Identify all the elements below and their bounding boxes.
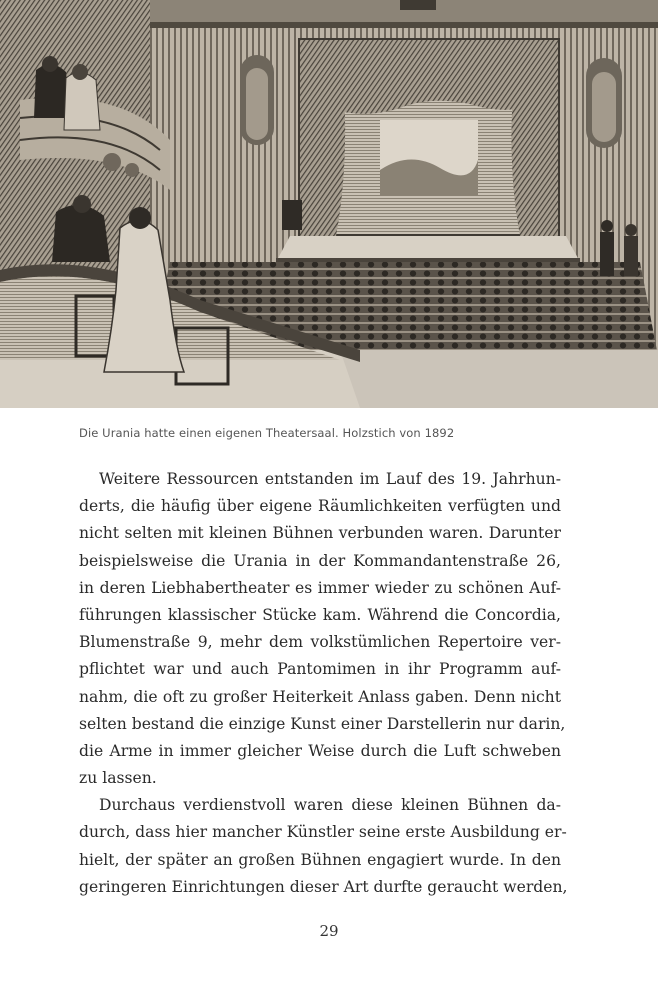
text-line: führungen klassischer Stücke kam. Während die Concordia, [79,605,561,624]
text-line: Weitere Ressourcen entstanden im Lauf des 19. Jahrhun- [99,470,561,488]
text-line: beispielsweise die Urania in der Kommandantenstraße 26, [79,551,561,570]
text-line: nahm, die oft zu großer Heiterkeit Anlass gaben. Denn nicht [79,687,561,706]
text-line: pflichtet war und auch Pantomimen in ihr Programm auf- [79,660,561,679]
theater-engraving-illustration [0,0,658,408]
text-line: selten bestand die einzige Kunst einer Darstellerin nur darin, [79,714,566,733]
text-line: die Arme in immer gleicher Weise durch die Luft schweben [79,741,561,760]
image-caption: Die Urania hatte einen eigenen Theatersaal. Holzstich von 1892 [79,426,455,440]
paragraph [79,466,566,792]
text-line: zu lassen. [79,769,157,788]
text-line: Blumenstraße 9, mehr dem volkstümlichen Repertoire ver- [79,633,561,652]
page-number: 29 [319,922,339,940]
text-line: geringeren Einrichtungen dieser Art durfte geraucht werden, [79,877,568,896]
text-line: durch, dass hier mancher Künstler seine erste Ausbildung er- [79,823,567,842]
text-line: derts, die häufig über eigene Räumlichkeiten verfügten und [79,497,561,516]
text-line: nicht selten mit kleinen Bühnen verbunden waren. Darunter [79,524,561,543]
text-line: hielt, der später an großen Bühnen engagiert wurde. In den [79,850,561,869]
text-line: Durchaus verdienstvoll waren diese kleinen Bühnen da- [99,796,561,815]
engraving-drawing [0,0,658,408]
body-text [79,466,568,901]
paragraph [79,792,568,901]
text-line: in deren Liebhabertheater es immer wieder zu schönen Auf- [79,578,561,597]
